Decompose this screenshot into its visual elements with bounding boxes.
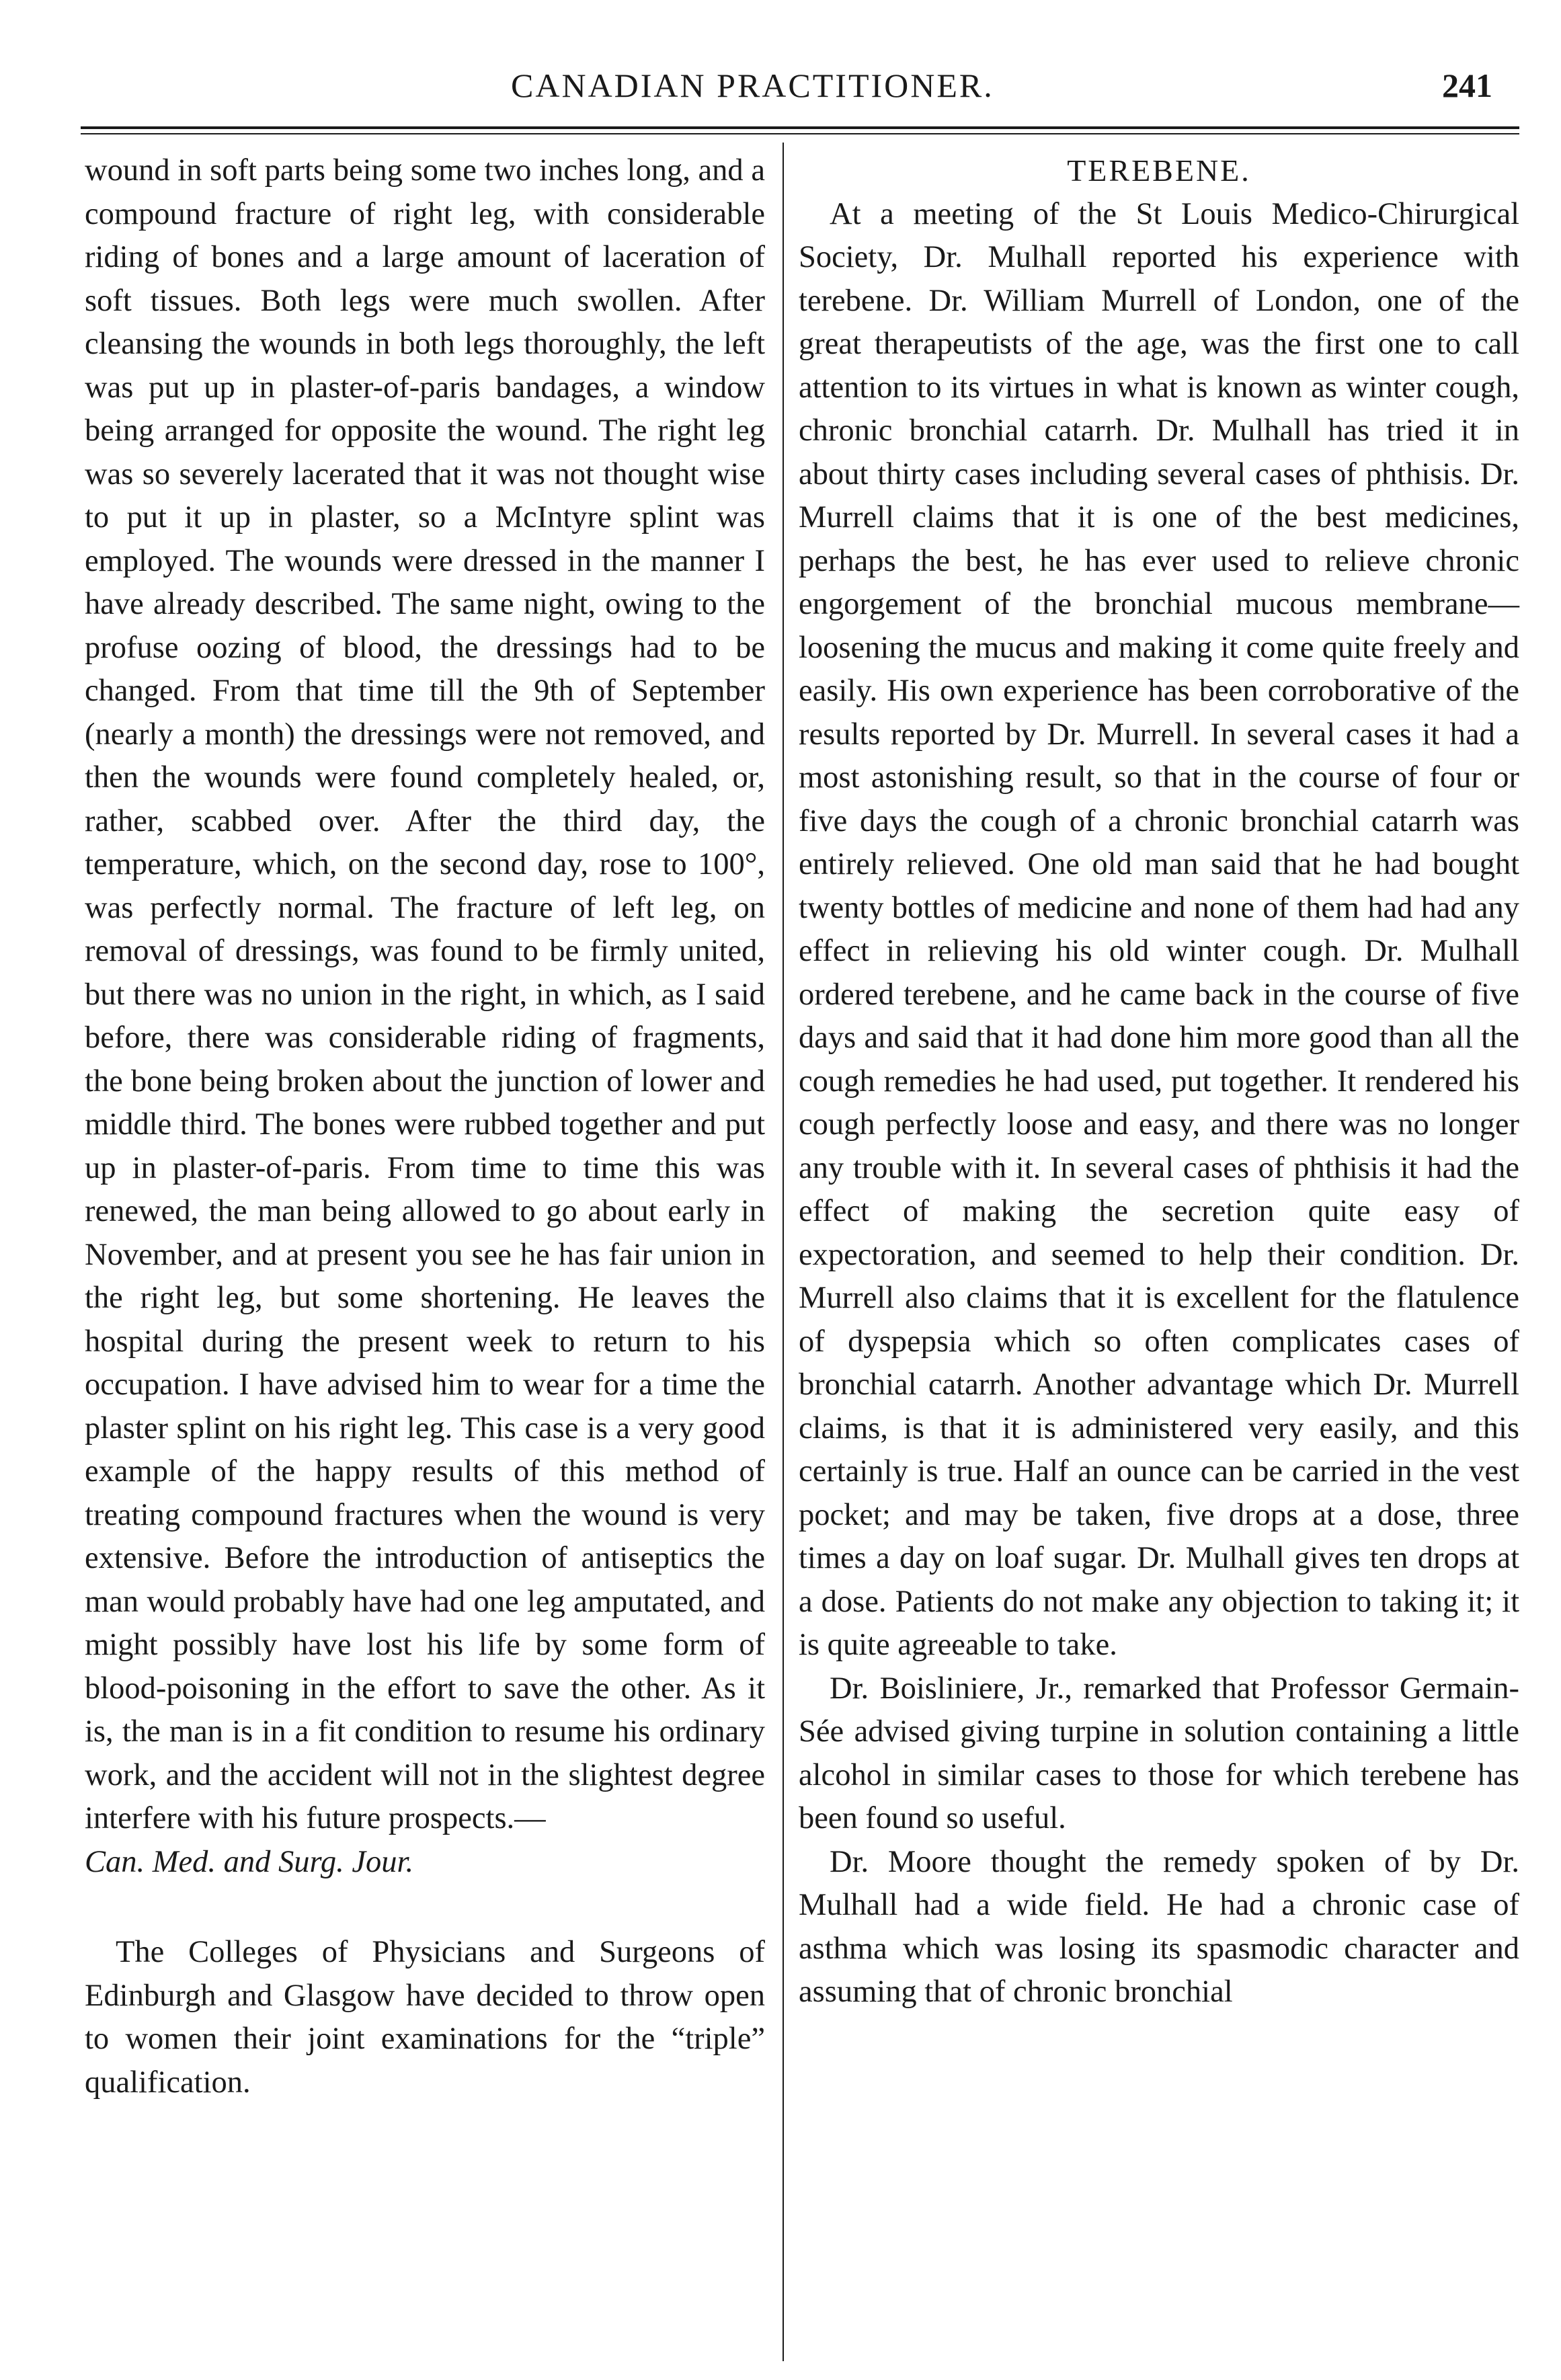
column-divider: [783, 143, 784, 2361]
terebene-paragraph-3: Dr. Moore thought the remedy spoken of by Dr. Mulhall had a wide field. He had a chronic case of asthma which was losing its spasmodic character and assuming that of chronic bronchial: [799, 1844, 1519, 2009]
colleges-note: The Colleges of Physicians and Surgeons of Edinburgh and Glasgow have decided to throw open to women their joint examinations for the “triple” qualification.: [85, 1935, 765, 2100]
running-head: [81, 66, 1519, 113]
case-report-continuation: wound in soft parts being some two inches long, and a compound fracture of right leg, with considerable riding of bones and a large amount of laceration of soft tissues. Both legs were much swollen. After cleansing the wounds in both legs thoroughly, the left was put up in plaster-of-paris bandages, a window being arranged for opposite the wound. The right leg was so severely lacerated that it was not thought wise to put it up in plaster, so a McIntyre splint was employed. The wounds were dressed in the manner I have already described. The same night, owing to the profuse oozing of blood, the dressings had to be changed. From that time till the 9th of September (nearly a month) the dressings were not removed, and then the wounds were found completely healed, or, rather, scabbed over. After the third day, the temperature, which, on the second day, rose to 100°, was perfectly normal. The fracture of left leg, on removal of dressings, was found to be firmly united, but there was no union in the right, in which, as I said before, there was considerable riding of fragments, the bone being broken about the junction of lower and middle third. The bones were rubbed together and put up in plaster-of-paris. From time to time this was renewed, the man being allowed to go about early in November, and at present you see he has fair union in the right leg, but some shortening. He leaves the hospital during the present week to return to his occupation. I have advised him to wear for a time the plaster splint on his right leg. This case is a very good example of the happy results of this method of treating compound fractures when the wound is very extensive. Before the introduction of antiseptics the man would probably have had one leg amputated, and might possibly have lost his life by some form of blood-poisoning in the effort to save the other. As it is, the man is in a fit condition to resume his ordinary work, and the accident will not in the slightest degree interfere with his future prospects.—: [85, 153, 765, 1835]
section-gap: [85, 1884, 765, 1931]
terebene-paragraph-2: Dr. Boisliniere, Jr., remarked that Professor Germain-Sée advised giving turpine in solution containing a little alcohol in similar cases to those for which terebene has been found so useful.: [799, 1671, 1519, 1835]
section-heading-terebene: TEREBENE.: [1067, 153, 1251, 188]
right-column: [799, 149, 1519, 2014]
terebene-paragraph-1: At a meeting of the St Louis Medico-Chirurgical Society, Dr. Mulhall reported his experience with terebene. Dr. William Murrell of London, one of the great therapeutists of the age, was the first one to call attention to its virtues in what is known as winter cough, chronic bronchial catarrh. Dr. Mulhall has tried it in about thirty cases including several cases of phthisis. Dr. Murrell claims that it is one of the best medicines, perhaps the best, he has ever used to relieve chronic engorgement of the bronchial mucous membrane—loosening the mucus and making it come quite freely and easily. His own experience has been corroborative of the results reported by Dr. Murrell. In several cases it had a most astonishing result, so that in the course of four or five days the cough of a chronic bronchial catarrh was entirely relieved. One old man said that he had bought twenty bottles of medicine and none of them had had any effect in relieving his old winter cough. Dr. Mulhall ordered terebene, and he came back in the course of five days and said that it had done him more good than all the cough remedies he had used, put together. It rendered his cough perfectly loose and easy, and there was no longer any trouble with it. In several cases of phthisis it had the effect of making the secretion quite easy of expectoration, and seemed to help their condition. Dr. Murrell also claims that it is excellent for the flatulence of dyspepsia which so often complicates cases of bronchial catarrh. Another advantage which Dr. Murrell claims, is that it is administered very easily, and this certainly is true. Half an ounce can be carried in the vest pocket; and may be taken, five drops at a dose, three times a day on loaf sugar. Dr. Mulhall gives ten drops at a dose. Patients do not make any objection to taking it; it is quite agreeable to take.: [799, 196, 1519, 1662]
source-citation: Can. Med. and Surg. Jour.: [85, 1844, 414, 1879]
page-number: 241: [1442, 67, 1492, 104]
journal-title: CANADIAN PRACTITIONER.: [511, 67, 994, 104]
left-column: [85, 149, 765, 2104]
header-rule-thin: [81, 133, 1519, 134]
header-rule-thick: [81, 126, 1519, 129]
